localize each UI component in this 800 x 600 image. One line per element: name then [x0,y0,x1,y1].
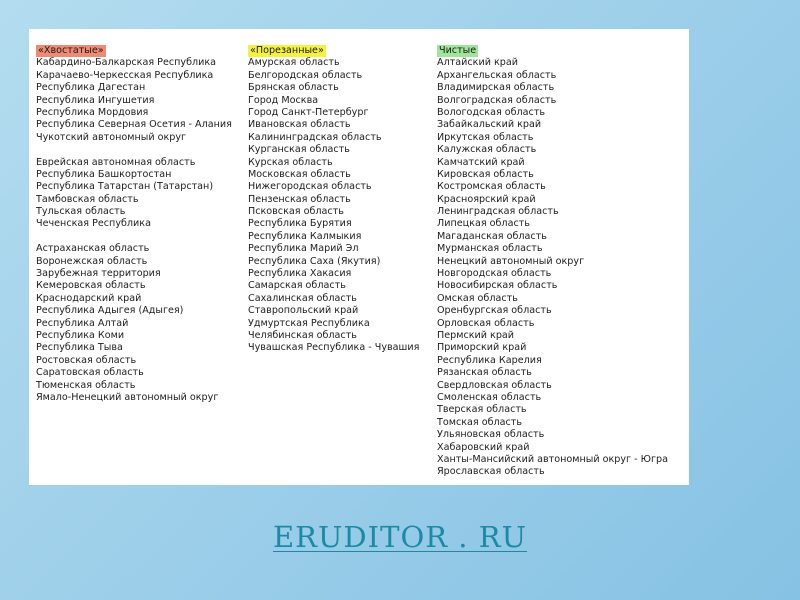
region-item: Республика Калмыкия [248,230,362,242]
region-item: Ульяновская область [437,429,545,441]
column-header-tailed: «Хвостатые» [38,45,104,56]
group-spacer [36,144,232,156]
region-item: Город Санкт-Петербург [248,106,369,118]
region-item: Мурманская область [437,243,543,255]
region-item: Тюменская область [36,379,136,391]
region-item: Курская область [248,156,333,168]
region-item: Владимирская область [437,82,555,94]
region-item: Хабаровский край [437,441,530,453]
region-item: Архангельская область [437,69,557,81]
region-item: Камчатский край [437,156,525,168]
region-item: Республика Адыгея (Адыгея) [36,305,184,317]
region-item: Еврейская автономная область [36,156,196,168]
region-item: Республика Саха (Якутия) [248,255,381,267]
region-item: Новосибирская область [437,280,558,292]
region-item: Ямало-Ненецкий автономный округ [36,391,219,403]
region-item: Республика Ингушетия [36,94,155,106]
region-item: Астраханская область [36,243,150,255]
region-item: Тверская область [437,404,527,416]
eruditor-link[interactable]: ERUDITOR . RU [272,520,528,554]
region-item: Забайкальский край [437,119,542,131]
column-cut [248,38,419,355]
region-item: Ненецкий автономный округ [437,255,585,267]
region-item: Кабардино-Балкарская Республика [36,57,217,69]
region-item: Ростовская область [36,354,137,366]
region-item: Иркутская область [437,131,534,143]
column-clean [437,38,668,479]
region-item: Орловская область [437,317,535,329]
region-item: Республика Коми [36,329,125,341]
region-list-clean [437,57,668,478]
region-item: Новгородская область [437,268,552,280]
region-item: Амурская область [248,57,340,69]
region-item: Ханты-Мансийский автономный округ - Югра [437,453,669,465]
region-item: Сахалинская область [248,292,357,304]
region-item: Алтайский край [437,57,518,69]
region-item: Республика Марий Эл [248,243,359,255]
region-item: Воронежская область [36,255,148,267]
region-item: Республика Хакасия [248,268,352,280]
column-header-cut: «Порезанные» [250,45,324,56]
region-item: Калининградская область [248,131,382,143]
region-item: Челябинская область [248,329,357,341]
region-item: Республика Татарстан (Татарстан) [36,181,214,193]
region-item: Удмуртская Республика [248,317,370,329]
region-item: Смоленская область [437,391,542,403]
region-item: Республика Карелия [437,354,542,366]
region-item: Республика Мордовия [36,106,149,118]
region-item: Псковская область [248,206,344,218]
region-item: Саратовская область [36,367,144,379]
region-item: Оренбургская область [437,305,552,317]
region-item: Ивановская область [248,119,351,131]
region-item: Рязанская область [437,367,532,379]
region-item: Пензенская область [248,193,351,205]
region-item: Чувашская Республика - Чувашия [248,342,420,354]
region-item: Ярославская область [437,466,545,478]
region-item: Томская область [437,416,523,428]
region-item: Тульская область [36,206,126,218]
region-item: Брянская область [248,82,339,94]
region-item: Липецкая область [437,218,530,230]
region-item: Кемеровская область [36,280,146,292]
region-item: Республика Северная Осетия - Алания [36,119,232,131]
region-item: Магаданская область [437,230,547,242]
region-item: Свердловская область [437,379,552,391]
region-item: Ленинградская область [437,206,559,218]
region-item: Красноярский край [437,193,536,205]
region-item: Республика Тыва [36,342,123,354]
region-item: Республика Алтай [36,317,129,329]
region-list-tailed [36,57,232,404]
region-item: Костромская область [437,181,546,193]
region-item: Курганская область [248,144,350,156]
region-item: Ставропольский край [248,305,359,317]
region-list-cut [248,57,419,354]
region-item: Республика Бурятия [248,218,352,230]
region-item: Республика Дагестан [36,82,146,94]
region-item: Московская область [248,168,351,180]
region-item: Чукотский автономный округ [36,131,187,143]
region-item: Республика Башкортостан [36,168,172,180]
region-item: Кировская область [437,168,534,180]
region-item: Калужская область [437,144,537,156]
region-item: Вологодская область [437,106,546,118]
column-header-clean: Чистые [439,45,477,56]
region-item: Карачаево-Черкесская Республика [36,69,214,81]
region-item: Самарская область [248,280,346,292]
column-tailed [36,38,232,404]
region-item: Пермский край [437,329,515,341]
region-item: Омская область [437,292,518,304]
region-item: Белгородская область [248,69,363,81]
region-item: Чеченская Республика [36,218,151,230]
region-item: Зарубежная территория [36,268,161,280]
region-item: Краснодарский край [36,292,142,304]
region-item: Нижегородская область [248,181,372,193]
region-item: Приморский край [437,342,527,354]
region-item: Волгоградская область [437,94,557,106]
content-panel [29,29,689,485]
region-item: Тамбовская область [36,193,139,205]
group-spacer [36,231,232,243]
region-item: Город Москва [248,94,319,106]
